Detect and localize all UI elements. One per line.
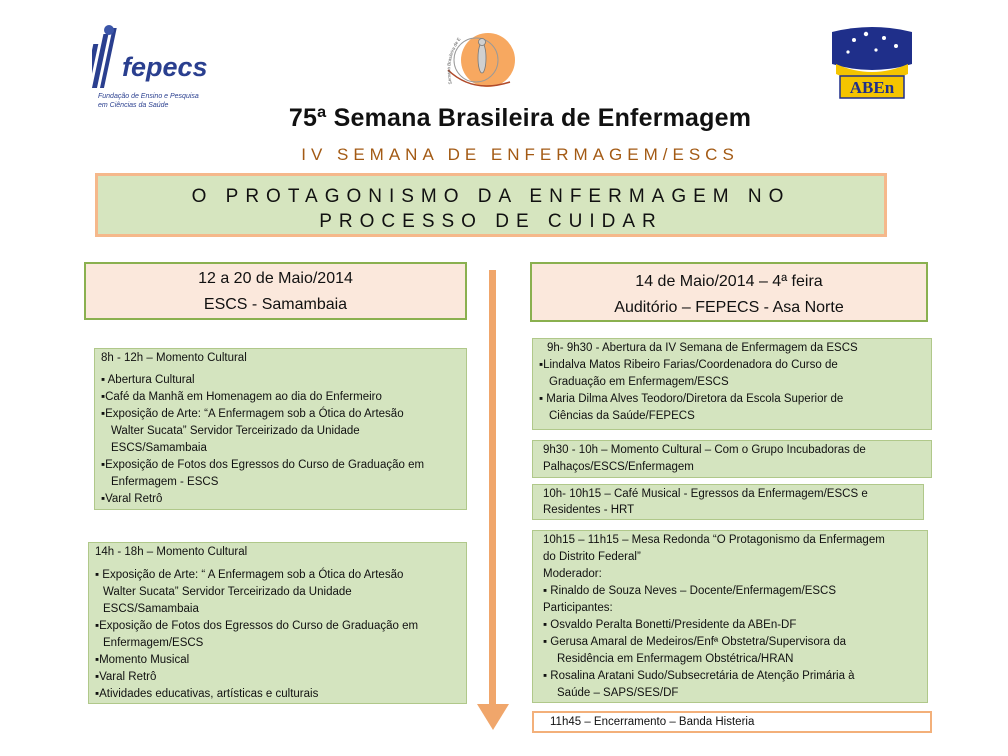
list-item: ▪ Abertura Cultural [101, 374, 195, 386]
list-item: 10h15 – 11h15 – Mesa Redonda “O Protagonismo da Enfermagem [543, 534, 885, 546]
closing-text: 11h45 – Encerramento – Banda Histeria [550, 716, 755, 728]
left-afternoon-block [88, 542, 467, 704]
list-item: Graduação em Enfermagem/ESCS [549, 376, 729, 388]
semana-enfermagem-logo [438, 30, 522, 100]
list-item: ▪ Maria Dilma Alves Teodoro/Diretora da Escola Superior de [539, 393, 844, 405]
list-item: Walter Sucata” Servidor Terceirizado da Unidade [103, 586, 352, 598]
list-item: ▪ Gerusa Amaral de Medeiros/Enfª Obstetra/Supervisora da [543, 636, 847, 648]
list-item: ▪Exposição de Arte: “A Enfermagem sob a Ótica do Artesão [101, 408, 404, 420]
left-afternoon-heading: 14h - 18h – Momento Cultural [95, 546, 248, 558]
right-date: 14 de Maio/2014 – 4ª feira [635, 273, 823, 290]
list-item: 9h30 - 10h – Momento Cultural – Com o Grupo Incubadoras de [543, 444, 866, 456]
list-item: Enfermagem - ESCS [111, 476, 219, 488]
list-item: ESCS/Samambaia [103, 603, 199, 615]
list-item: ▪Exposição de Fotos dos Egressos do Curso de Graduação em [101, 459, 425, 471]
list-item: Walter Sucata” Servidor Terceirizado da Unidade [111, 425, 360, 437]
list-item: Ciências da Saúde/FEPECS [549, 410, 695, 422]
timeline-arrow-head [477, 704, 509, 730]
right-roundtable-block [532, 530, 928, 703]
list-item: Residentes - HRT [543, 504, 635, 516]
list-item: Palhaços/ESCS/Enfermagem [543, 461, 694, 473]
list-item: ▪Momento Musical [95, 654, 190, 666]
right-cafe-block [532, 484, 924, 520]
list-item: ▪ Exposição de Arte: “ A Enfermagem sob a Ótica do Artesão [95, 569, 404, 581]
list-item: ▪Café da Manhã em Homenagem ao dia do Enfermeiro [101, 391, 382, 403]
list-item: ESCS/Samambaia [111, 442, 207, 454]
left-date: 12 a 20 de Maio/2014 [198, 270, 353, 287]
list-item: ▪Varal Retrô [101, 493, 163, 505]
left-morning-block [94, 348, 467, 510]
closing-block [532, 711, 932, 733]
theme-line-2: PROCESSO DE CUIDAR [319, 211, 663, 232]
list-item: ▪ Rinaldo de Souza Neves – Docente/Enfermagem/ESCS [543, 585, 837, 597]
aben-logo-text: ABEn [849, 78, 895, 97]
fepecs-caption2: em Ciências da Saúde [98, 102, 169, 109]
list-item: Moderador: [543, 568, 602, 580]
list-item: ▪Varal Retrô [95, 671, 157, 683]
right-location: Auditório – FEPECS - Asa Norte [614, 299, 844, 316]
page-title: 75ª Semana Brasileira de Enfermagem [288, 104, 752, 132]
aben-logo [826, 24, 918, 104]
list-item: ▪Atividades educativas, artísticas e culturais [95, 688, 319, 700]
timeline-arrow [489, 270, 496, 706]
list-item: ▪ Osvaldo Peralta Bonetti/Presidente da ABEn-DF [543, 619, 797, 631]
list-item: ▪Exposição de Fotos dos Egressos do Curso de Graduação em [95, 620, 419, 632]
list-item: ▪ Rosalina Aratani Sudo/Subsecretária de Atenção Primária à [543, 670, 855, 682]
list-item: Saúde – SAPS/SES/DF [557, 687, 679, 699]
list-item: Enfermagem/ESCS [103, 637, 204, 649]
list-item: do Distrito Federal” [543, 551, 641, 563]
left-morning-heading: 8h - 12h – Momento Cultural [101, 352, 247, 364]
right-opening-block [532, 338, 932, 430]
center-logo-caption: Semana Brasileira de E [446, 36, 462, 85]
list-item: Participantes: [543, 602, 613, 614]
fepecs-logo [92, 22, 222, 112]
fepecs-caption1: Fundação de Ensino e Pesquisa [98, 93, 199, 100]
list-item: 10h- 10h15 – Café Musical - Egressos da Enfermagem/ESCS e [543, 488, 868, 500]
left-location: ESCS - Samambaia [203, 296, 348, 313]
page-subtitle: IV SEMANA DE ENFERMAGEM/ESCS [301, 145, 739, 164]
theme-line-1: O PROTAGONISMO DA ENFERMAGEM NO [191, 186, 791, 207]
list-item: ▪Lindalva Matos Ribeiro Farias/Coordenadora do Curso de [539, 359, 838, 371]
right-date-header [530, 262, 928, 322]
right-cultural-block [532, 440, 932, 478]
left-date-header [84, 262, 467, 320]
list-item: Residência em Enfermagem Obstétrica/HRAN [557, 653, 794, 665]
svg-text:fepecs: fepecs [122, 52, 208, 82]
list-item: 9h- 9h30 - Abertura da IV Semana de Enfermagem da ESCS [547, 342, 858, 354]
